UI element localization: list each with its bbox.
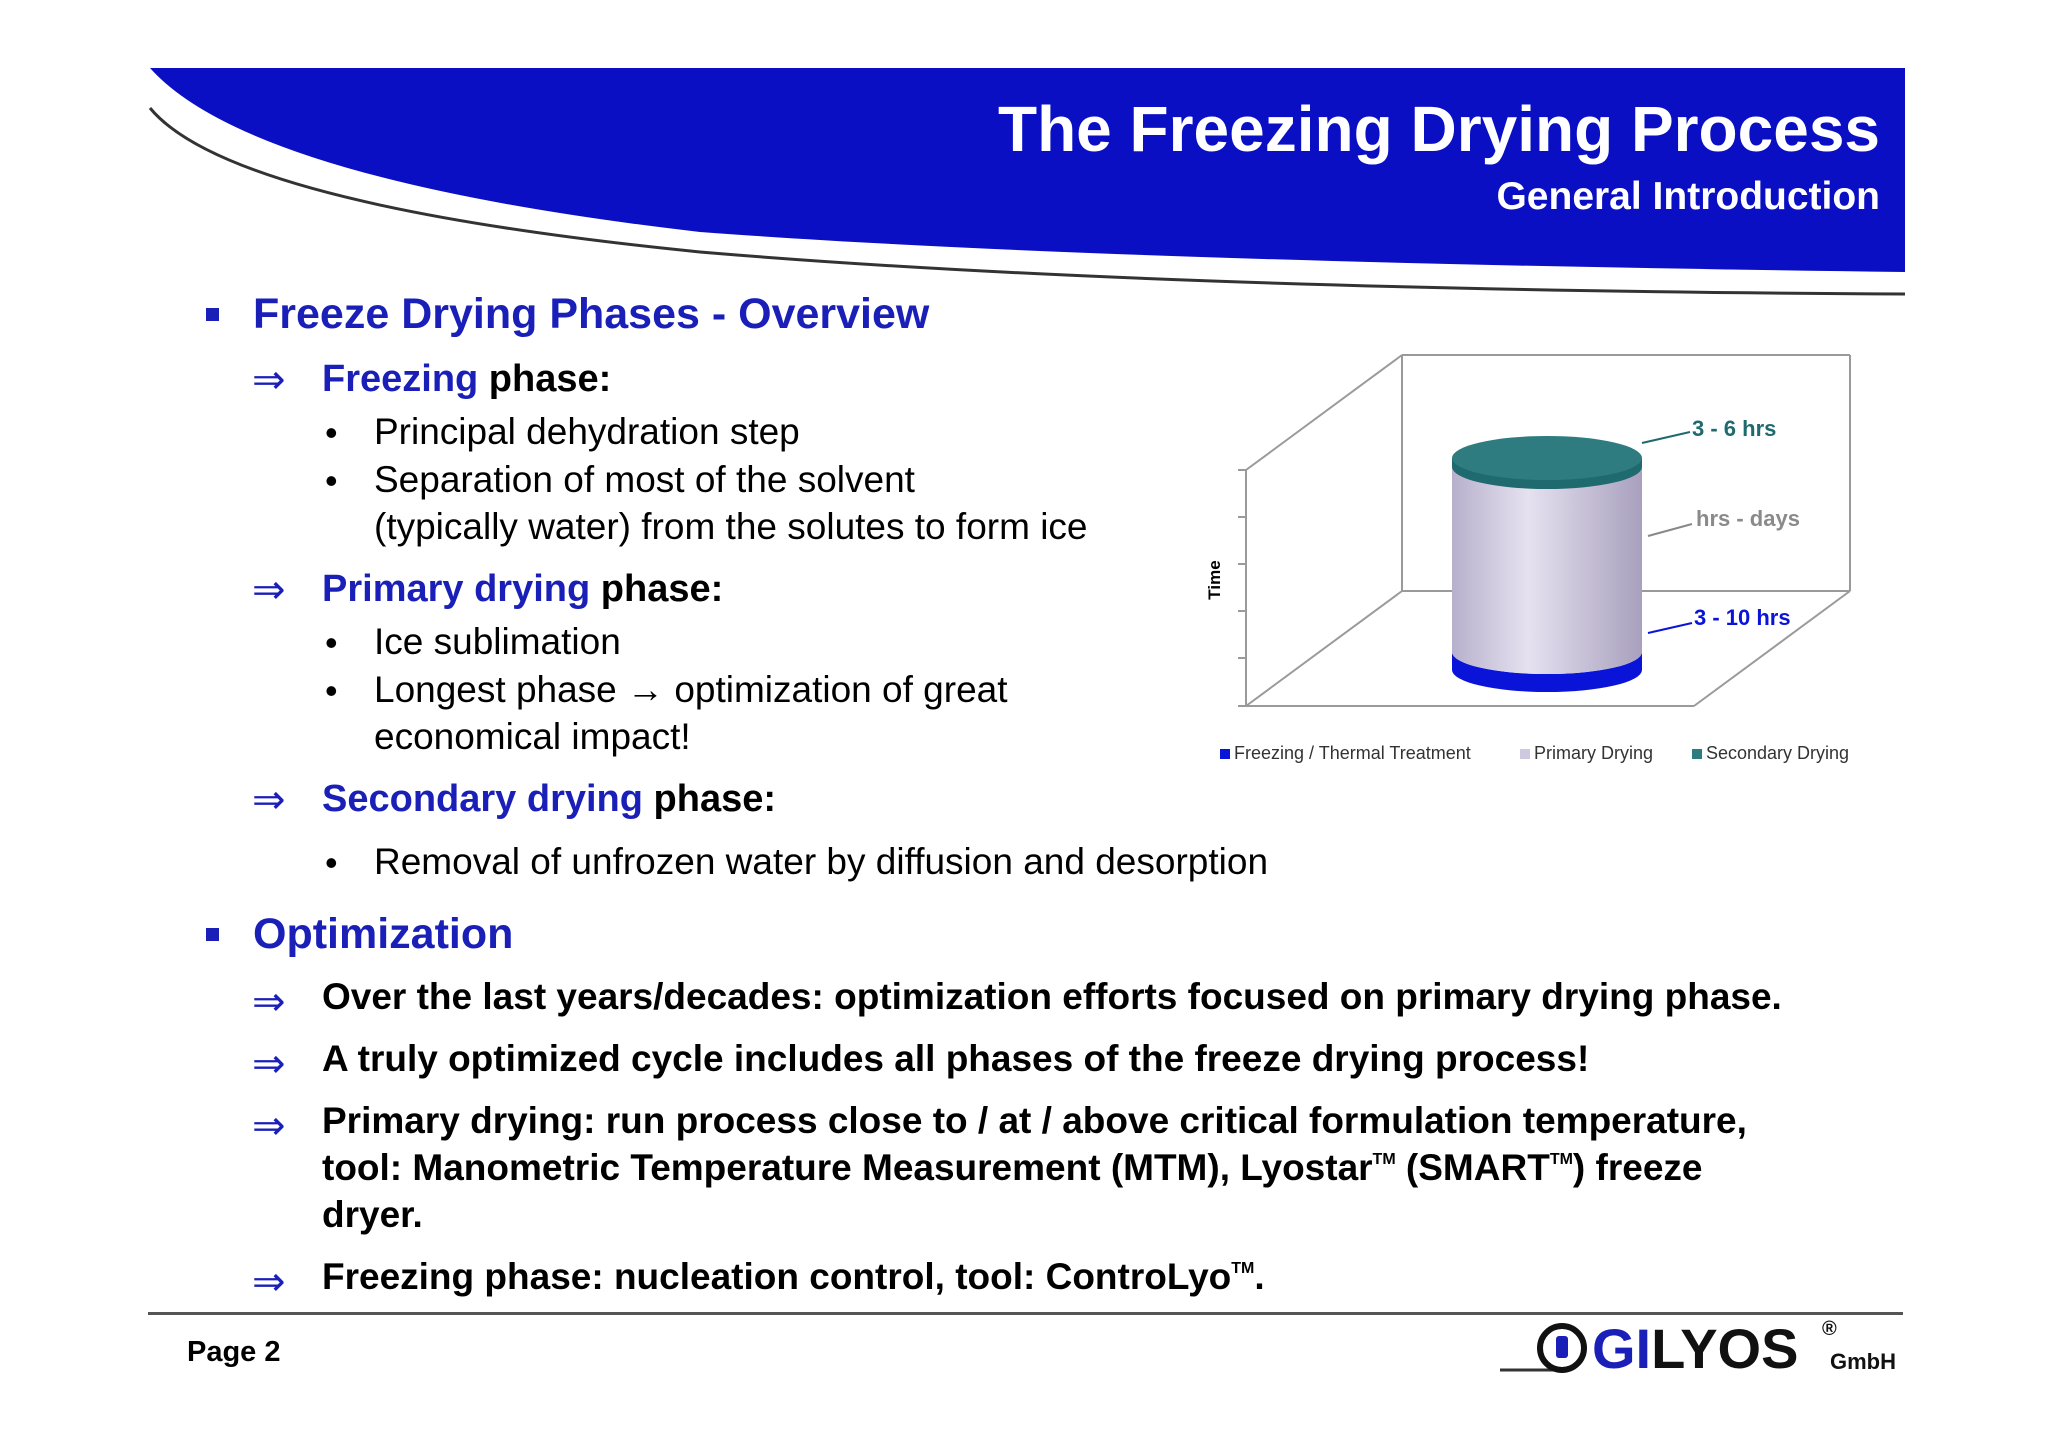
leader-line [1642,432,1690,443]
bullet-text: economical impact! [374,716,691,757]
implies-arrow: ⇒ [252,1042,286,1086]
bar-primary-drying [1452,467,1642,674]
leader-line [1648,623,1692,633]
phase-heading-freezing: Freezing phase: [322,358,612,400]
phase-heading-secondary: Secondary drying phase: [322,778,777,820]
implies-arrow: ⇒ [252,1260,286,1304]
y-axis-ticks [1238,470,1246,706]
legend-label-secondary: Secondary Drying [1706,743,1850,763]
legend-label-freezing: Freezing / Thermal Treatment [1234,743,1471,763]
logo-registered-mark: ® [1822,1318,1837,1340]
logo-text-gi: GI [1592,1317,1652,1380]
bullet-text: Ice sublimation [374,621,621,662]
optimization-point-continued: dryer. [322,1194,423,1235]
legend-label-primary: Primary Drying [1534,743,1654,763]
bullet-dot: • [325,412,338,453]
optimization-point: Freezing phase: nucleation control, tool: ControLyo™. [322,1256,1265,1297]
legend-swatch-primary [1520,749,1530,759]
data-label-primary: hrs - days [1696,506,1800,531]
bullet-text: Removal of unfrozen water by diffusion and desorption [374,841,1269,882]
y-axis-label: Time [1205,560,1224,600]
logo-text-lyos: LYOS [1651,1317,1799,1380]
section-heading-phases: Freeze Drying Phases - Overview [253,290,930,338]
legend-swatch-freezing [1220,749,1230,759]
data-label-secondary: 3 - 6 hrs [1692,416,1777,441]
freeze-drying-chart [1190,340,1890,780]
bullet-text: Separation of most of the solvent [374,459,915,500]
bullet-text: (typically water) from the solutes to form ice [374,506,1088,547]
page-number: Page 2 [187,1336,281,1368]
bullet-text: Longest phase → optimization of great [374,669,1008,710]
section-bullet [206,928,219,941]
bullet-dot: • [325,670,338,711]
implies-arrow: ⇒ [252,568,286,612]
bar-secondary-drying [1452,436,1642,489]
bullet-text: Principal dehydration step [374,411,800,452]
bullet-dot: • [325,842,338,883]
gilyos-logo [1500,1305,1920,1390]
implies-arrow: ⇒ [252,778,286,822]
implies-arrow: ⇒ [252,1104,286,1148]
implies-arrow: ⇒ [252,358,286,402]
leader-line [1648,524,1692,536]
legend-swatch-secondary [1692,749,1702,759]
section-heading-optimization: Optimization [253,910,514,958]
optimization-point: Over the last years/decades: optimization efforts focused on primary drying phase. [322,976,1782,1017]
optimization-point-continued: tool: Manometric Temperature Measurement (MTM), Lyostar™ (SMART™) freeze [322,1147,1703,1188]
logo-vial-body [1556,1336,1568,1358]
phase-heading-primary: Primary drying phase: [322,568,724,610]
optimization-point: Primary drying: run process close to / at / above critical formulation temperature, [322,1100,1747,1141]
bullet-dot: • [325,622,338,663]
bullet-dot: • [325,460,338,501]
section-bullet [206,308,219,321]
data-label-freezing: 3 - 10 hrs [1694,605,1791,630]
optimization-point: A truly optimized cycle includes all phases of the freeze drying process! [322,1038,1590,1079]
logo-text [1592,1317,1798,1380]
page-title: The Freezing Drying Process [997,93,1880,165]
implies-arrow: ⇒ [252,980,286,1024]
logo-gmbh: GmbH [1830,1349,1896,1374]
page-subtitle: General Introduction [1496,175,1880,218]
